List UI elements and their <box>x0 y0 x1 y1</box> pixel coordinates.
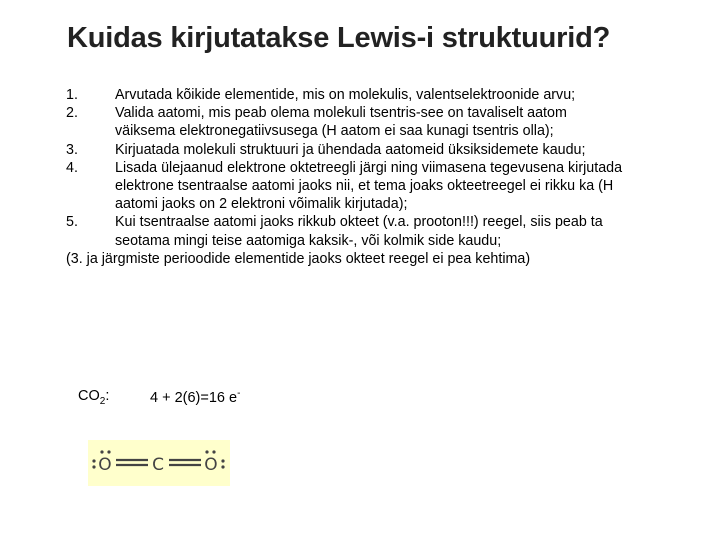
lewis-structure-diagram <box>88 440 230 486</box>
atom-center-c: C <box>152 455 164 475</box>
periods-note: (3. ja järgmiste perioodide elementide jaoks okteet reegel ei pea kehtima) <box>66 250 531 267</box>
step-number: 2. <box>66 105 78 122</box>
steps-list <box>66 86 626 268</box>
formula-main: CO <box>78 388 100 404</box>
co2-formula <box>78 388 109 407</box>
lone-pair-dot <box>92 465 95 468</box>
step-text: Valida aatomi, mis peab olema molekuli tsentris-see on tavaliselt aatom väiksema elektronegatiivsusega (H aatom ei saa kunagi tsentris olla); <box>115 105 567 140</box>
step-text: Lisada ülejaanud elektrone oktetreegli järgi ning viimasena tegevusena kirjutada elektrone tsentraalse aatomi jaoks nii, et tema joaks okteetreegel ei rikku ka (H aatomi jaoks on 2 elektroni võimalik kirjutada); <box>115 159 623 213</box>
lone-pair-dot <box>212 450 215 453</box>
step-number: 3. <box>66 141 78 158</box>
step-text: Kirjuatada molekuli struktuuri ja ühendada aatomeid üksiksidemete kaudu; <box>115 141 586 158</box>
step-number: 5. <box>66 214 78 231</box>
lewis-structure-box <box>88 440 230 486</box>
lone-pair-dot <box>100 450 103 453</box>
electron-count-text: 4 + 2(6)=16 e <box>150 389 238 406</box>
electron-count <box>150 388 240 406</box>
lone-pair-dot <box>107 450 110 453</box>
atom-left-o: O <box>98 455 112 475</box>
list-item <box>66 86 626 104</box>
step-text: Kui tsentraalse aatomi jaoks rikkub okteet (v.a. prooton!!!) reegel, siis peab ta seotama mingi teise aatomiga kaksik-, või kolmik side kaudu; <box>115 214 603 249</box>
lone-pair-dot <box>221 459 224 462</box>
atom-right-o: O <box>204 455 218 475</box>
step-number: 4. <box>66 159 78 176</box>
list-item <box>66 141 626 159</box>
electron-superscript: - <box>237 388 241 399</box>
lone-pair-dot <box>221 465 224 468</box>
lone-pair-dot <box>205 450 208 453</box>
formula-subscript: 2 <box>99 395 106 407</box>
lone-pair-dot <box>92 459 95 462</box>
list-item <box>66 159 626 214</box>
step-text: Arvutada kõikide elementide, mis on molekulis, valentselektroonide arvu; <box>115 87 576 103</box>
step-number: 1. <box>66 87 78 103</box>
list-item <box>66 104 626 140</box>
list-item <box>66 213 626 249</box>
page-title: Kuidas kirjutatakse Lewis-i struktuurid? <box>67 22 611 54</box>
formula-colon: : <box>105 388 110 404</box>
